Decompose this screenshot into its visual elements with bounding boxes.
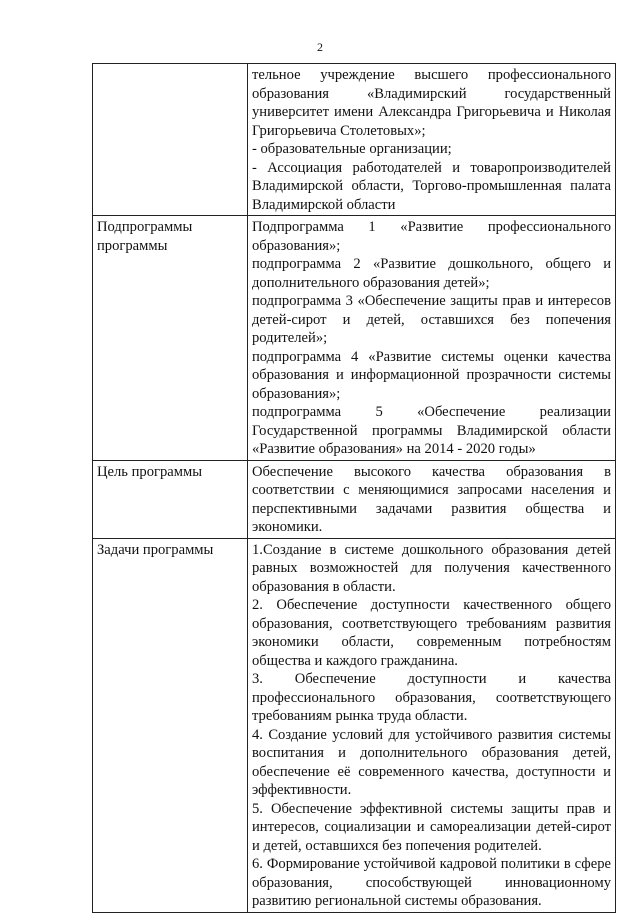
page-number: 2 [317, 40, 323, 54]
paragraph: 3. Обеспечение доступности и качества профессионального образования, соответствующего требованиям рынка труда области. [252, 671, 611, 724]
row-label-text: Задачи программы [97, 541, 214, 558]
paragraph: 4. Создание условий для устойчивого развития системы воспитания и дополнительного образования детей, обеспечение её современного качества, доступности и эффективности. [252, 726, 611, 798]
paragraph: тельное учреждение высшего профессионального образования «Владимирский государственный университет имени Александра Григорьевича и Николая Григорьевича Столетовых»; [252, 67, 611, 139]
paragraph: Подпрограмма 1 «Развитие профессионального образования»; [252, 219, 611, 254]
row-label-text: Цель программы [97, 463, 203, 480]
row-content [248, 64, 616, 216]
row-label [93, 538, 248, 912]
paragraph: Обеспечение высокого качества образования в соответствии с меняющимися запросами населения и перспективными задачами развития общества и экономики. [252, 463, 611, 535]
paragraph: 6. Формирование устойчивой кадровой политики в сфере образования, способствующей инновационному развитию региональной системы образования. [252, 856, 611, 909]
table-row [93, 538, 616, 912]
paragraph: 2. Обеспечение доступности качественного общего образования, соответствующего требованиям развития экономики области, современным потребностям общества и каждого гражданина. [252, 597, 611, 669]
paragraph: - образовательные организации; [252, 141, 452, 157]
row-label-text: Подпрограммы программы [97, 219, 193, 254]
table-row [93, 216, 616, 461]
row-label [93, 64, 248, 216]
paragraph: подпрограмма 5 «Обеспечение реализации Государственной программы Владимирской области «Развитие образования» на 2014 - 2020 годы» [252, 404, 611, 457]
row-label [93, 460, 248, 538]
row-content [248, 538, 616, 912]
table-row [93, 460, 616, 538]
paragraph: подпрограмма 2 «Развитие дошкольного, общего и дополнительного образования детей»; [252, 256, 611, 291]
row-content [248, 216, 616, 461]
row-content [248, 460, 616, 538]
table-row [93, 64, 616, 216]
row-label [93, 216, 248, 461]
paragraph: подпрограмма 3 «Обеспечение защиты прав и интересов детей-сирот и детей, оставшихся без попечения родителей»; [252, 293, 611, 346]
paragraph: 5. Обеспечение эффективной системы защиты прав и интересов, социализации и самореализации детей-сирот и детей, оставшихся без попечения родителей. [252, 800, 611, 854]
paragraph: подпрограмма 4 «Развитие системы оценки качества образования и информационной прозрачности системы образования»; [252, 348, 611, 402]
paragraph: 1.Создание в системе дошкольного образования детей равных возможностей для получения качественного образования в области. [252, 541, 611, 595]
program-passport-table [92, 63, 616, 913]
paragraph: - Ассоциация работодателей и товаропроизводителей Владимирской области, Торгово-промышленная палата Владимирской области [252, 159, 611, 213]
